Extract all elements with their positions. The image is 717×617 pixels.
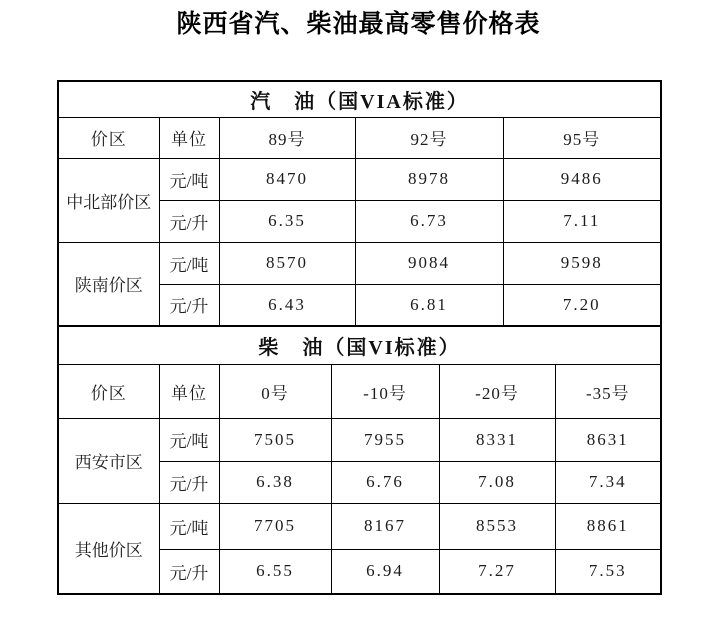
diesel-header-grade-neg20: -20号 xyxy=(439,364,555,418)
gasoline-column-header-row xyxy=(58,117,661,158)
diesel-header-unit: 单位 xyxy=(159,364,219,418)
diesel-section-title: 柴 油（国VI标准） xyxy=(58,326,661,364)
gasoline-section-header-row xyxy=(58,81,661,117)
price-cell: 8978 xyxy=(355,158,503,200)
price-cell: 6.73 xyxy=(355,200,503,242)
price-cell: 7955 xyxy=(331,418,439,461)
gasoline-zone-north-label: 中北部价区 xyxy=(58,158,159,242)
unit-per-liter-label: 元/升 xyxy=(159,461,219,503)
gasoline-header-unit: 单位 xyxy=(159,117,219,158)
price-document xyxy=(57,0,660,595)
diesel-zone-other-label: 其他价区 xyxy=(58,503,159,594)
gasoline-section-title: 汽 油（国VIA标准） xyxy=(58,81,661,117)
gasoline-header-grade-95: 95号 xyxy=(503,117,661,158)
diesel-zone-xian-label: 西安市区 xyxy=(58,418,159,503)
price-cell: 7.20 xyxy=(503,284,661,326)
price-cell: 7.08 xyxy=(439,461,555,503)
gasoline-header-grade-89: 89号 xyxy=(219,117,355,158)
price-cell: 6.43 xyxy=(219,284,355,326)
diesel-column-header-row xyxy=(58,364,661,418)
price-cell: 7.27 xyxy=(439,549,555,594)
unit-per-liter-label: 元/升 xyxy=(159,284,219,326)
price-cell: 9084 xyxy=(355,242,503,284)
gasoline-zone-south-label: 陕南价区 xyxy=(58,242,159,326)
unit-per-ton-label: 元/吨 xyxy=(159,158,219,200)
diesel-header-grade-neg10: -10号 xyxy=(331,364,439,418)
price-cell: 6.76 xyxy=(331,461,439,503)
diesel-other-ton-row xyxy=(58,503,661,549)
price-cell: 7705 xyxy=(219,503,331,549)
price-cell: 7.11 xyxy=(503,200,661,242)
diesel-table xyxy=(57,325,662,595)
gasoline-south-ton-row xyxy=(58,242,661,284)
gasoline-north-ton-row xyxy=(58,158,661,200)
price-cell: 8167 xyxy=(331,503,439,549)
price-cell: 9486 xyxy=(503,158,661,200)
price-cell: 6.35 xyxy=(219,200,355,242)
price-cell: 6.94 xyxy=(331,549,439,594)
page-title: 陕西省汽、柴油最高零售价格表 xyxy=(176,11,541,38)
unit-per-ton-label: 元/吨 xyxy=(159,242,219,284)
price-cell: 7.34 xyxy=(555,461,661,503)
price-cell: 8631 xyxy=(555,418,661,461)
unit-per-liter-label: 元/升 xyxy=(159,200,219,242)
gasoline-header-grade-92: 92号 xyxy=(355,117,503,158)
diesel-xian-ton-row xyxy=(58,418,661,461)
unit-per-ton-label: 元/吨 xyxy=(159,418,219,461)
diesel-header-grade-0: 0号 xyxy=(219,364,331,418)
price-cell: 8553 xyxy=(439,503,555,549)
price-cell: 8861 xyxy=(555,503,661,549)
diesel-header-zone: 价区 xyxy=(58,364,159,418)
price-cell: 7.53 xyxy=(555,549,661,594)
unit-per-ton-label: 元/吨 xyxy=(159,503,219,549)
price-cell: 8470 xyxy=(219,158,355,200)
diesel-section-header-row xyxy=(58,326,661,364)
price-cell: 8331 xyxy=(439,418,555,461)
diesel-header-grade-neg35: -35号 xyxy=(555,364,661,418)
price-cell: 7505 xyxy=(219,418,331,461)
gasoline-header-zone: 价区 xyxy=(58,117,159,158)
unit-per-liter-label: 元/升 xyxy=(159,549,219,594)
price-cell: 9598 xyxy=(503,242,661,284)
gasoline-table xyxy=(57,80,662,327)
price-cell: 6.38 xyxy=(219,461,331,503)
price-cell: 6.55 xyxy=(219,549,331,594)
price-cell: 8570 xyxy=(219,242,355,284)
price-cell: 6.81 xyxy=(355,284,503,326)
